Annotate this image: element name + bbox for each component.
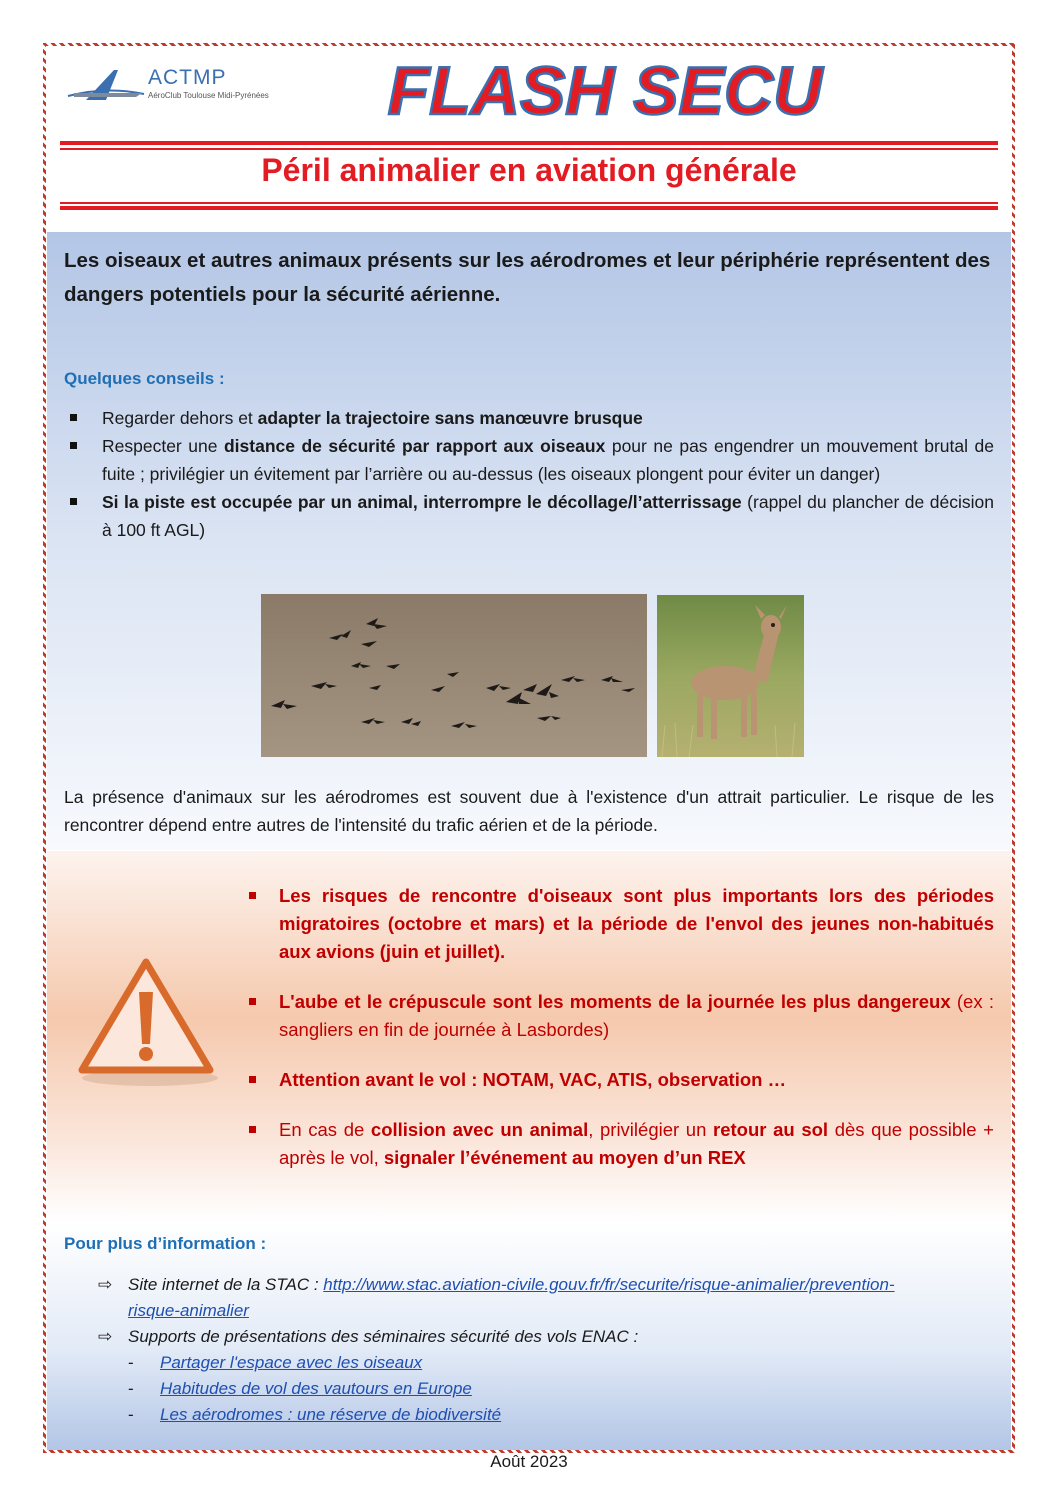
enac-link-biodiversite[interactable]: Les aérodromes : une réserve de biodiversité <box>160 1405 502 1424</box>
square-bullet-icon <box>249 1126 256 1133</box>
info-heading: Pour plus d’information : <box>64 1234 267 1253</box>
risks-list <box>248 882 994 1172</box>
square-bullet-icon <box>249 998 256 1005</box>
deer-photo <box>657 595 804 757</box>
enac-link-vautours[interactable]: Habitudes de vol des vautours en Europe <box>160 1379 472 1398</box>
square-bullet-icon <box>70 498 77 505</box>
title-rule-top-thin <box>60 148 998 150</box>
list-item: ⇨ Supports de présentations des séminaires sécurité des vols ENAC : <box>98 1324 978 1350</box>
list-item: ⇨ Site internet de la STAC : http://www.stac.aviation-civile.gouv.fr/fr/securite/risque-animalier/prevention- risque-animalier <box>98 1272 978 1324</box>
conseils-list <box>64 404 994 544</box>
hollow-arrow-icon: ⇨ <box>98 1327 113 1346</box>
list-item: Regarder dehors et adapter la trajectoire sans manœuvre brusque <box>64 404 994 432</box>
presence-paragraph: La présence d'animaux sur les aérodromes est souvent due à l'existence d'un attrait particulier. Le risque de les rencontrer dépend entre autres de l'intensité du trafic aérien et de la période. <box>64 787 994 835</box>
footer-date: Août 2023 <box>490 1452 568 1471</box>
birds-photo <box>261 594 647 757</box>
enac-link-oiseaux[interactable]: Partager l'espace avec les oiseaux <box>160 1353 423 1372</box>
square-bullet-icon <box>70 414 77 421</box>
list-item: - Les aérodromes : une réserve de biodiversité <box>128 1405 502 1424</box>
square-bullet-icon <box>70 442 77 449</box>
square-bullet-icon <box>249 892 256 899</box>
hollow-arrow-icon: ⇨ <box>98 1275 113 1294</box>
intro-text: Les oiseaux et autres animaux présents sur les aérodromes et leur périphérie représentent des dangers potentiels pour la sécurité aérienne. <box>64 249 991 306</box>
page-subtitle: Péril animalier en aviation générale <box>261 152 797 188</box>
logo-subtitle: AéroClub Toulouse Midi-Pyrénées <box>148 91 269 100</box>
warning-triangle-icon <box>76 950 221 1095</box>
list-item: - Habitudes de vol des vautours en Europe <box>128 1379 472 1398</box>
list-item: En cas de collision avec un animal, privilégier un retour au sol dès que possible + après le vol, signaler l’événement au moyen d’un REX <box>248 1116 994 1172</box>
list-item: Respecter une distance de sécurité par rapport aux oiseaux pour ne pas engendrer un mouvement brutal de fuite ; privilégier un évitement par l’arrière ou au-dessus (les oiseaux plongent pour éviter un danger) <box>64 432 994 488</box>
info-links <box>98 1272 978 1428</box>
list-item: Si la piste est occupée par un animal, interrompre le décollage/l’atterrissage (rappel du plancher de décision à 100 ft AGL) <box>64 488 994 544</box>
list-item: L'aube et le crépuscule sont les moments de la journée les plus dangereux (ex : sangliers en fin de journée à Lasbordes) <box>248 988 994 1044</box>
list-item: Les risques de rencontre d'oiseaux sont plus importants lors des périodes migratoires (octobre et mars) et la période de l'envol des jeunes non-habitués aux avions (juin et juillet). <box>248 882 994 966</box>
flash-secu-title <box>370 52 840 132</box>
list-item: - Partager l'espace avec les oiseaux <box>128 1353 423 1372</box>
conseils-heading: Quelques conseils : <box>64 369 225 388</box>
title-rule-bottom <box>60 206 998 210</box>
flash-secu-text: FLASH SECU <box>387 53 823 129</box>
title-rule-top <box>60 141 998 145</box>
stac-link[interactable]: http://www.stac.aviation-civile.gouv.fr/fr/securite/risque-animalier/prevention- risque-animalier <box>128 1275 895 1320</box>
square-bullet-icon <box>249 1076 256 1083</box>
list-item: Attention avant le vol : NOTAM, VAC, ATIS, observation … <box>248 1066 994 1094</box>
title-rule-bottom-thin <box>60 202 998 204</box>
logo-text: ACTMP <box>148 66 227 89</box>
